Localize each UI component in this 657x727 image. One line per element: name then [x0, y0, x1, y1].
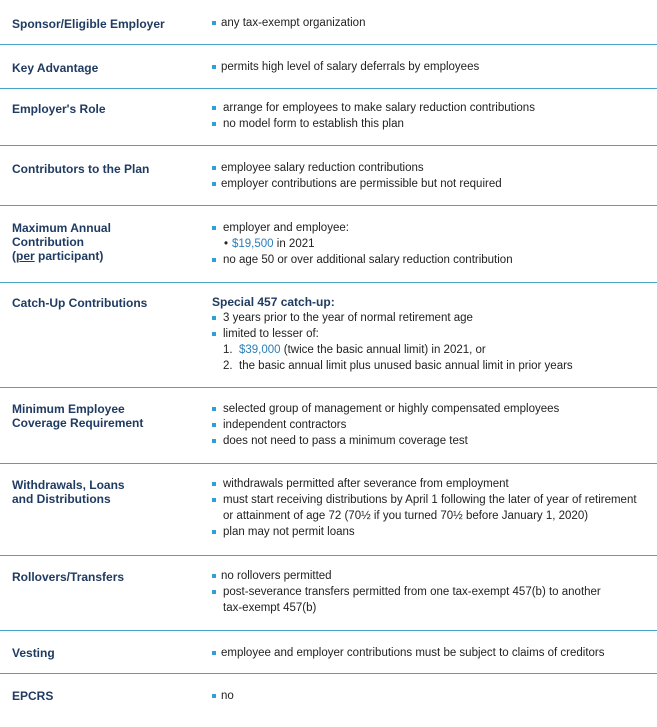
label-rest: participant)	[34, 249, 104, 263]
list-item: no model form to establish this plan	[212, 116, 652, 132]
row-label: Employer's Role	[12, 102, 106, 116]
row-content	[212, 688, 652, 704]
list-item: employee salary reduction contributions	[212, 160, 652, 176]
list-item: plan may not permit loans	[212, 524, 652, 540]
label-line: Coverage Requirement	[12, 416, 144, 430]
label-line: Maximum Annual	[12, 221, 111, 235]
row-content	[212, 160, 652, 192]
row-label: Sponsor/Eligible Employer	[12, 17, 165, 31]
row-label	[12, 402, 192, 430]
label-line: Withdrawals, Loans	[12, 478, 125, 492]
list-item	[212, 492, 652, 524]
row-content	[212, 220, 652, 268]
amount: $39,000	[239, 344, 281, 356]
section-heading: Special 457 catch-up:	[212, 295, 335, 309]
list-item: permits high level of salary deferrals by employees	[212, 59, 652, 75]
row-divider	[0, 44, 657, 45]
list-item: withdrawals permitted after severance from employment	[212, 476, 652, 492]
row-divider	[0, 145, 657, 146]
amount: $19,500	[232, 238, 274, 250]
label-line: and Distributions	[12, 492, 111, 506]
list-item: limited to lesser of:	[212, 326, 652, 342]
row-label: Catch-Up Contributions	[12, 296, 148, 310]
paren: (	[12, 249, 16, 263]
list-item: selected group of management or highly compensated employees	[212, 401, 652, 417]
list-item-line: must start receiving distributions by April 1 following the later of year of retirement	[223, 494, 637, 506]
list-item-line: post-severance transfers permitted from one tax-exempt 457(b) to another	[223, 586, 601, 598]
row-label: Key Advantage	[12, 61, 99, 75]
label-line: Minimum Employee	[12, 402, 125, 416]
row-label: Vesting	[12, 646, 55, 660]
numbered-item	[212, 342, 652, 358]
list-item: employer contributions are permissible but not required	[212, 176, 652, 192]
list-item: no	[212, 688, 652, 704]
row-label: Contributors to the Plan	[12, 162, 150, 176]
sub-bullet: •	[224, 238, 229, 250]
row-content	[212, 294, 652, 374]
row-divider	[0, 630, 657, 631]
row-content	[212, 100, 652, 132]
row-content	[212, 59, 652, 75]
item-number: 2.	[223, 360, 233, 372]
sub-text: in 2021	[273, 238, 315, 250]
list-item-line: or attainment of age 72 (70½ if you turned 70½ before January 1, 2020)	[223, 510, 589, 522]
list-item: no rollovers permitted	[212, 568, 652, 584]
list-item: any tax-exempt organization	[212, 15, 652, 31]
row-label	[12, 221, 192, 263]
list-item: employee and employer contributions must be subject to claims of creditors	[212, 645, 652, 661]
label-line: Contribution	[12, 235, 84, 249]
numbered-item	[212, 358, 652, 374]
row-content	[212, 476, 652, 540]
list-item-line: tax-exempt 457(b)	[223, 602, 317, 614]
row-label	[12, 478, 192, 506]
row-divider	[0, 205, 657, 206]
underlined-word: per	[16, 249, 35, 263]
list-item: 3 years prior to the year of normal retirement age	[212, 310, 652, 326]
row-label: Rollovers/Transfers	[12, 570, 125, 584]
row-content	[212, 568, 652, 616]
row-divider	[0, 282, 657, 283]
list-item	[212, 584, 652, 616]
sub-item	[212, 236, 652, 252]
list-item: employer and employee:	[212, 220, 652, 236]
row-content	[212, 15, 652, 31]
list-item: no age 50 or over additional salary reduction contribution	[212, 252, 652, 268]
row-divider	[0, 555, 657, 556]
list-item: does not need to pass a minimum coverage test	[212, 433, 652, 449]
row-divider	[0, 673, 657, 674]
item-number: 1.	[223, 344, 233, 356]
list-item: arrange for employees to make salary reduction contributions	[212, 100, 652, 116]
row-label: EPCRS	[12, 689, 54, 703]
list-item: independent contractors	[212, 417, 652, 433]
item-text: the basic annual limit plus unused basic annual limit in prior years	[239, 360, 573, 372]
row-divider	[0, 387, 657, 388]
label-line	[12, 249, 192, 263]
row-divider	[0, 463, 657, 464]
row-content	[212, 645, 652, 661]
item-text: (twice the basic annual limit) in 2021, or	[280, 344, 486, 356]
row-content	[212, 401, 652, 449]
row-divider	[0, 88, 657, 89]
